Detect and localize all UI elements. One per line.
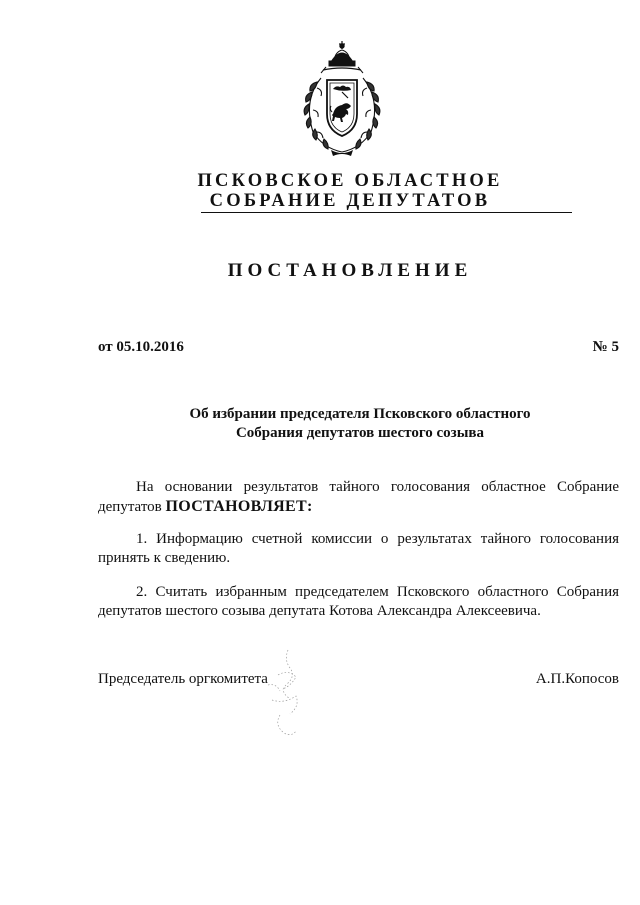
handwritten-signature-icon [258, 645, 318, 745]
intro-paragraph [98, 478, 619, 517]
signer-title: Председатель оргкомитета [98, 671, 268, 687]
subject-line2: Собрания депутатов шестого созыва [235, 425, 485, 441]
coat-of-arms-icon [293, 40, 391, 158]
org-name-line2: СОБРАНИЕ ДЕПУТАТОВ [209, 191, 491, 211]
intro-text: На основании результатов тайного голосования областное Собрание депутатов [98, 479, 619, 515]
header-divider [201, 212, 572, 213]
document-number: № 5 [592, 339, 619, 355]
document-date: от 05.10.2016 [98, 339, 184, 355]
item-1-paragraph [98, 530, 619, 568]
item-1-text: 1. Информацию счетной комиссии о результатах тайного голосования принять к сведению. [98, 531, 619, 566]
document-type-title: ПОСТАНОВЛЕНИЕ [227, 260, 473, 281]
document-subject [130, 405, 590, 443]
decree-word: ПОСТАНОВЛЯЕТ: [165, 498, 313, 515]
item-2-paragraph [98, 583, 619, 621]
org-name-line1: ПСКОВСКОЕ ОБЛАСТНОЕ [197, 171, 503, 191]
subject-line1: Об избрании председателя Псковского областного [189, 406, 531, 422]
signer-name: А.П.Копосов [535, 671, 619, 687]
item-2-text: 2. Считать избранным председателем Псковского областного Собрания депутатов шестого созыва депутата Котова Александра Алексеевича. [98, 584, 619, 619]
